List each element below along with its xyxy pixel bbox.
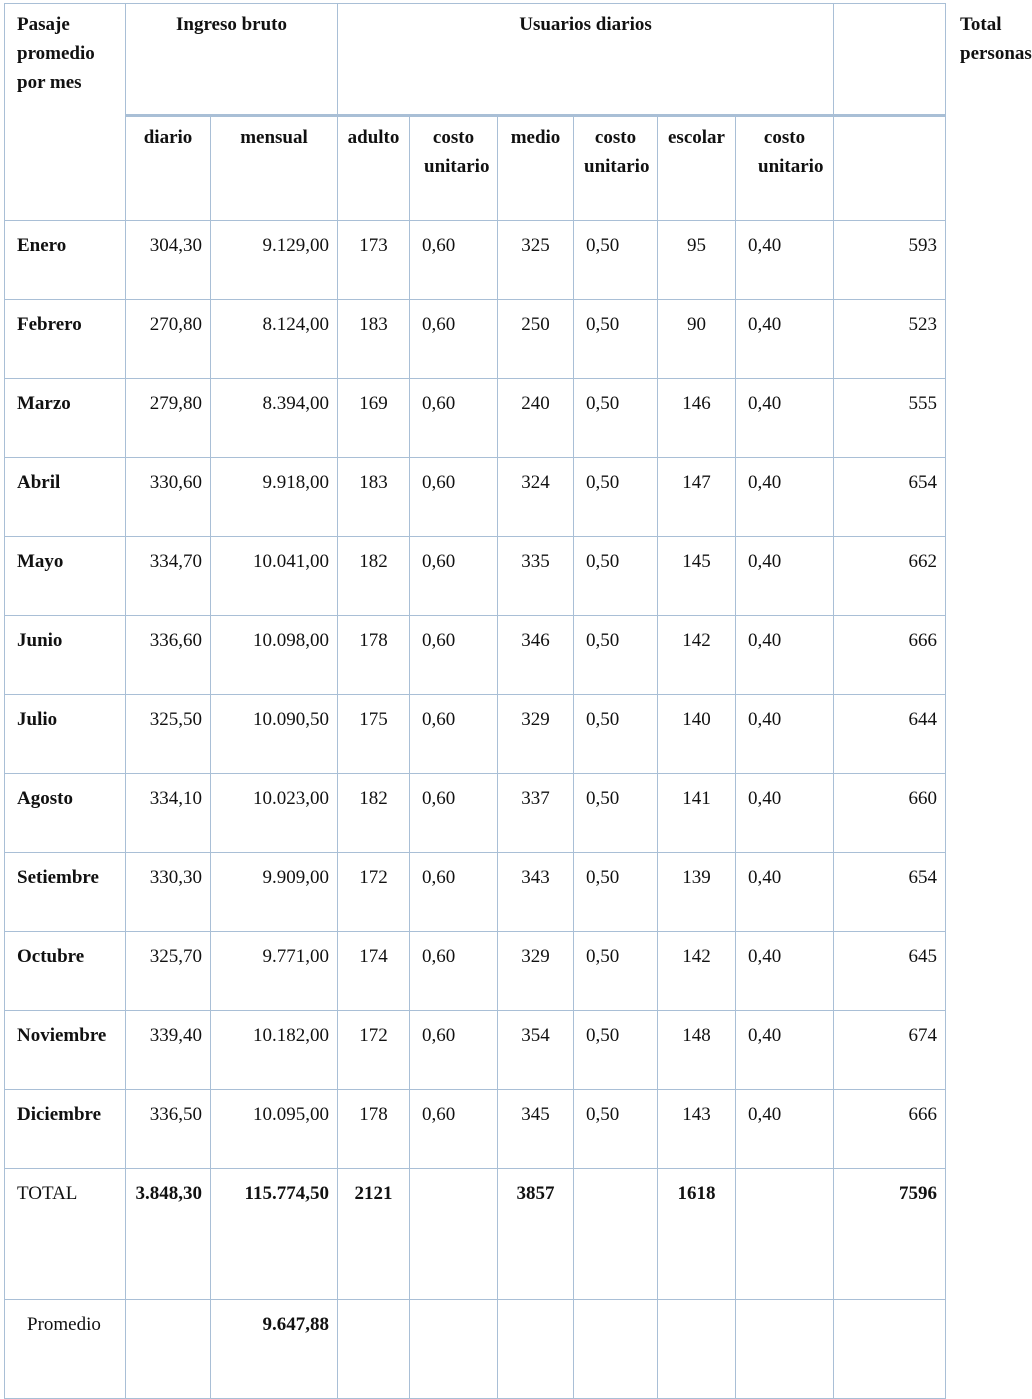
costo-medio-cell: 0,50 <box>574 616 658 695</box>
mensual-cell: 9.129,00 <box>211 221 338 300</box>
total-personas-cell: 644 <box>834 695 946 774</box>
medio-cell: 335 <box>498 537 574 616</box>
total-personas-cell: 654 <box>834 458 946 537</box>
costo-medio-cell: 0,50 <box>574 774 658 853</box>
total-personas-cell: 662 <box>834 537 946 616</box>
table-row <box>5 695 946 774</box>
adulto-cell: 173 <box>338 221 410 300</box>
costo-medio-cell: 0,50 <box>574 853 658 932</box>
adulto-cell: 169 <box>338 379 410 458</box>
diario-cell: 325,50 <box>126 695 211 774</box>
promedio-empty-cell <box>658 1300 736 1399</box>
escolar-cell: 146 <box>658 379 736 458</box>
promedio-empty-cell <box>498 1300 574 1399</box>
total-mensual: 115.774,50 <box>211 1169 338 1300</box>
subheader-medio: medio <box>498 116 574 221</box>
month-cell: Marzo <box>5 379 126 458</box>
month-cell: Setiembre <box>5 853 126 932</box>
costo-adulto-cell: 0,60 <box>410 300 498 379</box>
adulto-cell: 183 <box>338 458 410 537</box>
costo-escolar-cell: 0,40 <box>736 379 834 458</box>
month-cell: Abril <box>5 458 126 537</box>
promedio-empty-cell <box>834 1300 946 1399</box>
total-personas-cell: 523 <box>834 300 946 379</box>
table-row <box>5 932 946 1011</box>
medio-cell: 346 <box>498 616 574 695</box>
costo-adulto-cell: 0,60 <box>410 221 498 300</box>
promedio-empty-cell <box>126 1300 211 1399</box>
costo-escolar-cell: 0,40 <box>736 1011 834 1090</box>
total-empty-cell <box>574 1169 658 1300</box>
diario-cell: 330,30 <box>126 853 211 932</box>
costo-escolar-cell: 0,40 <box>736 458 834 537</box>
diario-cell: 270,80 <box>126 300 211 379</box>
diario-cell: 279,80 <box>126 379 211 458</box>
table-row <box>5 616 946 695</box>
medio-cell: 329 <box>498 695 574 774</box>
mensual-cell: 8.124,00 <box>211 300 338 379</box>
costo-adulto-cell: 0,60 <box>410 1011 498 1090</box>
subheader-costo-unitario-escolar: costo unitario <box>736 116 834 221</box>
subheader-escolar: escolar <box>658 116 736 221</box>
table-row <box>5 537 946 616</box>
month-cell: Noviembre <box>5 1011 126 1090</box>
total-personas-cell: 666 <box>834 1090 946 1169</box>
adulto-cell: 172 <box>338 853 410 932</box>
escolar-cell: 140 <box>658 695 736 774</box>
table-row <box>5 774 946 853</box>
header-ingreso-bruto: Ingreso bruto <box>126 4 338 116</box>
adulto-cell: 174 <box>338 932 410 1011</box>
adulto-cell: 178 <box>338 616 410 695</box>
diario-cell: 334,70 <box>126 537 211 616</box>
costo-escolar-cell: 0,40 <box>736 774 834 853</box>
total-personas: 7596 <box>834 1169 946 1300</box>
escolar-cell: 147 <box>658 458 736 537</box>
total-personas-cell: 645 <box>834 932 946 1011</box>
escolar-cell: 148 <box>658 1011 736 1090</box>
escolar-cell: 143 <box>658 1090 736 1169</box>
subheader-diario: diario <box>126 116 211 221</box>
subheader-costo-unitario-medio: costo unitario <box>574 116 658 221</box>
header-period: Pasaje promedio por mes <box>5 4 126 221</box>
medio-cell: 325 <box>498 221 574 300</box>
costo-medio-cell: 0,50 <box>574 1011 658 1090</box>
costo-escolar-cell: 0,40 <box>736 853 834 932</box>
subheader-mensual: mensual <box>211 116 338 221</box>
escolar-cell: 141 <box>658 774 736 853</box>
total-personas-cell: 660 <box>834 774 946 853</box>
costo-escolar-cell: 0,40 <box>736 300 834 379</box>
diario-cell: 325,70 <box>126 932 211 1011</box>
month-cell: Agosto <box>5 774 126 853</box>
mensual-cell: 10.098,00 <box>211 616 338 695</box>
total-empty-cell <box>736 1169 834 1300</box>
table-row <box>5 300 946 379</box>
month-cell: Mayo <box>5 537 126 616</box>
table-row <box>5 1011 946 1090</box>
table-row <box>5 379 946 458</box>
mensual-cell: 10.095,00 <box>211 1090 338 1169</box>
diario-cell: 330,60 <box>126 458 211 537</box>
costo-escolar-cell: 0,40 <box>736 537 834 616</box>
escolar-cell: 145 <box>658 537 736 616</box>
costo-adulto-cell: 0,60 <box>410 537 498 616</box>
promedio-row <box>5 1300 946 1399</box>
subheader-costo-unitario-adulto: costo unitario <box>410 116 498 221</box>
costo-adulto-cell: 0,60 <box>410 932 498 1011</box>
costo-adulto-cell: 0,60 <box>410 458 498 537</box>
escolar-cell: 95 <box>658 221 736 300</box>
medio-cell: 354 <box>498 1011 574 1090</box>
promedio-empty-cell <box>338 1300 410 1399</box>
costo-medio-cell: 0,50 <box>574 458 658 537</box>
header-row-1: Pasaje promedio por mes Ingreso bruto Usuarios diarios Total personas <box>5 4 946 116</box>
month-cell: Octubre <box>5 932 126 1011</box>
costo-escolar-cell: 0,40 <box>736 932 834 1011</box>
medio-cell: 343 <box>498 853 574 932</box>
diario-cell: 336,50 <box>126 1090 211 1169</box>
costo-adulto-cell: 0,60 <box>410 616 498 695</box>
mensual-cell: 10.182,00 <box>211 1011 338 1090</box>
month-cell: Junio <box>5 616 126 695</box>
mensual-cell: 8.394,00 <box>211 379 338 458</box>
escolar-cell: 90 <box>658 300 736 379</box>
costo-adulto-cell: 0,60 <box>410 1090 498 1169</box>
mensual-cell: 9.771,00 <box>211 932 338 1011</box>
medio-cell: 345 <box>498 1090 574 1169</box>
adulto-cell: 183 <box>338 300 410 379</box>
promedio-empty-cell <box>574 1300 658 1399</box>
escolar-cell: 142 <box>658 932 736 1011</box>
total-medio: 3857 <box>498 1169 574 1300</box>
costo-adulto-cell: 0,60 <box>410 695 498 774</box>
mensual-cell: 9.909,00 <box>211 853 338 932</box>
table-wrapper <box>4 3 1032 1399</box>
adulto-cell: 175 <box>338 695 410 774</box>
costo-medio-cell: 0,50 <box>574 695 658 774</box>
costo-medio-cell: 0,50 <box>574 300 658 379</box>
total-row <box>5 1169 946 1300</box>
diario-cell: 304,30 <box>126 221 211 300</box>
costo-medio-cell: 0,50 <box>574 221 658 300</box>
total-personas-cell: 593 <box>834 221 946 300</box>
header-row-2 <box>5 116 946 221</box>
medio-cell: 324 <box>498 458 574 537</box>
adulto-cell: 178 <box>338 1090 410 1169</box>
costo-medio-cell: 0,50 <box>574 379 658 458</box>
month-cell: Enero <box>5 221 126 300</box>
diario-cell: 339,40 <box>126 1011 211 1090</box>
table-row <box>5 1090 946 1169</box>
mensual-cell: 9.918,00 <box>211 458 338 537</box>
month-cell: Julio <box>5 695 126 774</box>
medio-cell: 329 <box>498 932 574 1011</box>
monthly-fare-table <box>4 3 1032 1399</box>
medio-cell: 337 <box>498 774 574 853</box>
month-cell: Febrero <box>5 300 126 379</box>
costo-escolar-cell: 0,40 <box>736 695 834 774</box>
costo-escolar-cell: 0,40 <box>736 1090 834 1169</box>
total-label: TOTAL <box>5 1169 126 1300</box>
costo-escolar-cell: 0,40 <box>736 221 834 300</box>
adulto-cell: 182 <box>338 537 410 616</box>
total-adulto: 2121 <box>338 1169 410 1300</box>
mensual-cell: 10.090,50 <box>211 695 338 774</box>
costo-adulto-cell: 0,60 <box>410 379 498 458</box>
total-diario: 3.848,30 <box>126 1169 211 1300</box>
promedio-empty-cell <box>410 1300 498 1399</box>
header-empty <box>834 4 946 116</box>
costo-medio-cell: 0,50 <box>574 1090 658 1169</box>
diario-cell: 336,60 <box>126 616 211 695</box>
adulto-cell: 172 <box>338 1011 410 1090</box>
costo-adulto-cell: 0,60 <box>410 853 498 932</box>
total-personas-cell: 555 <box>834 379 946 458</box>
promedio-mensual: 9.647,88 <box>211 1300 338 1399</box>
total-personas-cell: 674 <box>834 1011 946 1090</box>
costo-medio-cell: 0,50 <box>574 537 658 616</box>
total-personas-cell: 654 <box>834 853 946 932</box>
diario-cell: 334,10 <box>126 774 211 853</box>
costo-adulto-cell: 0,60 <box>410 774 498 853</box>
promedio-empty-cell <box>736 1300 834 1399</box>
table-row <box>5 853 946 932</box>
total-personas-cell: 666 <box>834 616 946 695</box>
costo-escolar-cell: 0,40 <box>736 616 834 695</box>
table-row <box>5 221 946 300</box>
medio-cell: 240 <box>498 379 574 458</box>
subheader-adulto: adulto <box>338 116 410 221</box>
total-empty-cell <box>410 1169 498 1300</box>
header-usuarios-diarios: Usuarios diarios <box>338 4 834 116</box>
table-row <box>5 458 946 537</box>
escolar-cell: 142 <box>658 616 736 695</box>
month-cell: Diciembre <box>5 1090 126 1169</box>
escolar-cell: 139 <box>658 853 736 932</box>
mensual-cell: 10.041,00 <box>211 537 338 616</box>
promedio-label: Promedio <box>5 1300 126 1399</box>
total-escolar: 1618 <box>658 1169 736 1300</box>
mensual-cell: 10.023,00 <box>211 774 338 853</box>
costo-medio-cell: 0,50 <box>574 932 658 1011</box>
adulto-cell: 182 <box>338 774 410 853</box>
medio-cell: 250 <box>498 300 574 379</box>
